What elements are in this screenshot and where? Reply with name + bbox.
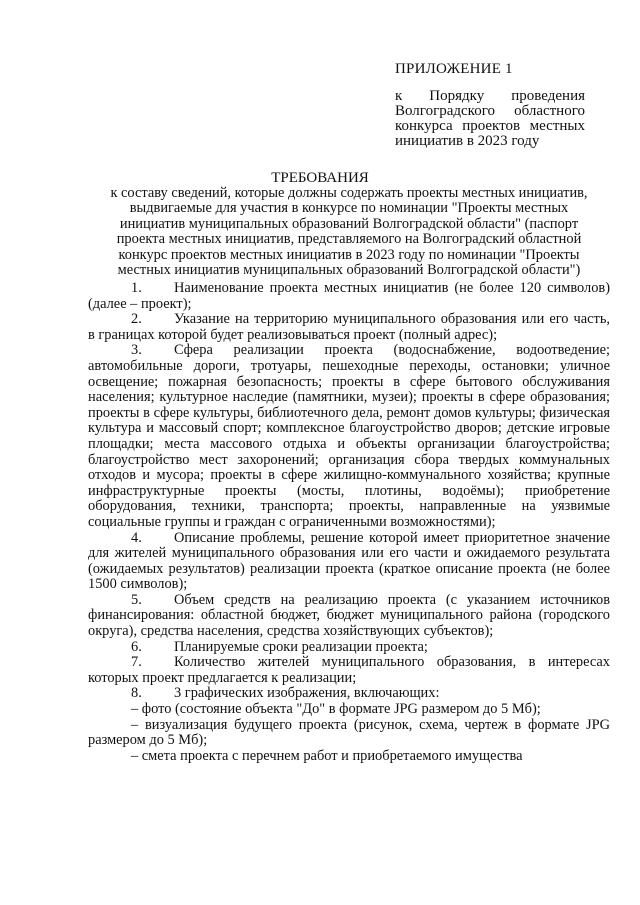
item-text: Описание проблемы, решение которой имеет приоритетное значение для жителей муниципального образования или его части и ожидаемого результата (ожидаемых результатов) реализации проекта (краткое описание проекта (не более 1500 символов); — [88, 529, 610, 593]
document-heading: ТРЕБОВАНИЯ — [271, 170, 369, 186]
image-requirement: – фото (состояние объекта "До" в формате JPG размером до 5 Мб); — [131, 701, 541, 718]
item-number: 3. — [131, 342, 142, 359]
intro-line: местных инициатив муниципальных образований Волгоградской области") — [117, 262, 581, 279]
appendix-block — [395, 62, 585, 149]
appendix-title: ПРИЛОЖЕНИЕ 1 — [395, 61, 513, 77]
item-text: Сфера реализации проекта (водоснабжение, водоотведение; автомобильные дороги, тротуары, пешеходные переходы, остановки; уличное освещение; пожарная безопасность; проекты в сфере бытового обслуживания населения; культурное наследие (памятники, музеи); проекты в сфере образования; проекты в сфере культуры, библиотечного дела, ремонт домов культуры; физическая культура и массовый спорт; комплексное благоустройство дворов; детские игровые площадки; места массового отдыха и объекты организации благоустройства; благоустройство мест захоронений; организация сбора твердых коммунальных отходов и мусора; проекты в сфере жилищно-коммунального хозяйства; крупные инфраструктурные проекты (мосты, плотины, водоёмы); приобретение оборудования, техники, транспорта; проекты, направленные на уязвимые социальные группы и граждан с ограниченными возможностями); — [88, 342, 610, 530]
appendix-subtitle — [395, 89, 585, 149]
appendix-subtitle-line: к Порядку проведения — [395, 88, 585, 104]
item-number: 8. — [131, 685, 142, 702]
requirement-item — [88, 312, 610, 343]
appendix-subtitle-line: инициатив в 2023 году — [395, 133, 540, 149]
item-text: 3 графических изображения, включающих: — [174, 685, 440, 702]
requirement-item — [88, 343, 610, 530]
intro-line: к составу сведений, которые должны содержать проекты местных инициатив, — [110, 185, 588, 201]
requirement-item — [88, 686, 610, 702]
requirement-item — [88, 655, 610, 686]
item-number: 7. — [131, 654, 142, 671]
item-text: Планируемые сроки реализации проекта; — [174, 638, 428, 655]
image-requirement: – смета проекта с перечнем работ и приобретаемого имущества — [131, 747, 523, 764]
item-number: 6. — [131, 638, 142, 655]
intro-line: конкурс проектов местных инициатив в 2023 году по номинации "Проекты — [118, 246, 580, 263]
item-number: 5. — [131, 591, 142, 608]
item-text: Наименование проекта местных инициатив (не более 120 символов) (далее – проект); — [88, 280, 610, 312]
document-intro — [88, 186, 610, 278]
intro-line: выдвигаемые для участия в конкурсе по номинации "Проекты местных — [129, 200, 569, 217]
appendix-subtitle-line: конкурса проектов местных — [395, 118, 585, 134]
requirement-item — [88, 531, 610, 593]
image-requirement: – визуализация будущего проекта (рисунок, схема, чертеж в формате JPG размером до 5 Мб); — [88, 716, 610, 749]
item-text: Указание на территорию муниципального образования или его часть, в границах которой будет реализовываться проект (полный адрес); — [88, 311, 610, 343]
item-number: 2. — [131, 311, 142, 328]
requirements-list — [88, 281, 610, 764]
requirement-item — [88, 281, 610, 312]
intro-line: инициатив муниципальных образований Волгоградской области" (паспорт — [119, 215, 579, 232]
item-number: 4. — [131, 529, 142, 546]
intro-line: проекта местных инициатив, представляемого на Волгоградский областной — [116, 231, 582, 248]
appendix-subtitle-line: Волгоградского областного — [395, 103, 585, 119]
item-text: Объем средств на реализацию проекта (с указанием источников финансирования: областной бюджет, бюджет муниципального района (городского округа), средства населения, средства хозяйствующих субъектов); — [88, 591, 610, 640]
item-number: 1. — [131, 280, 142, 296]
requirement-item — [88, 640, 610, 656]
requirement-item — [88, 593, 610, 640]
item-text: Количество жителей муниципального образования, в интересах которых проект предлагается к реализации; — [88, 654, 610, 686]
